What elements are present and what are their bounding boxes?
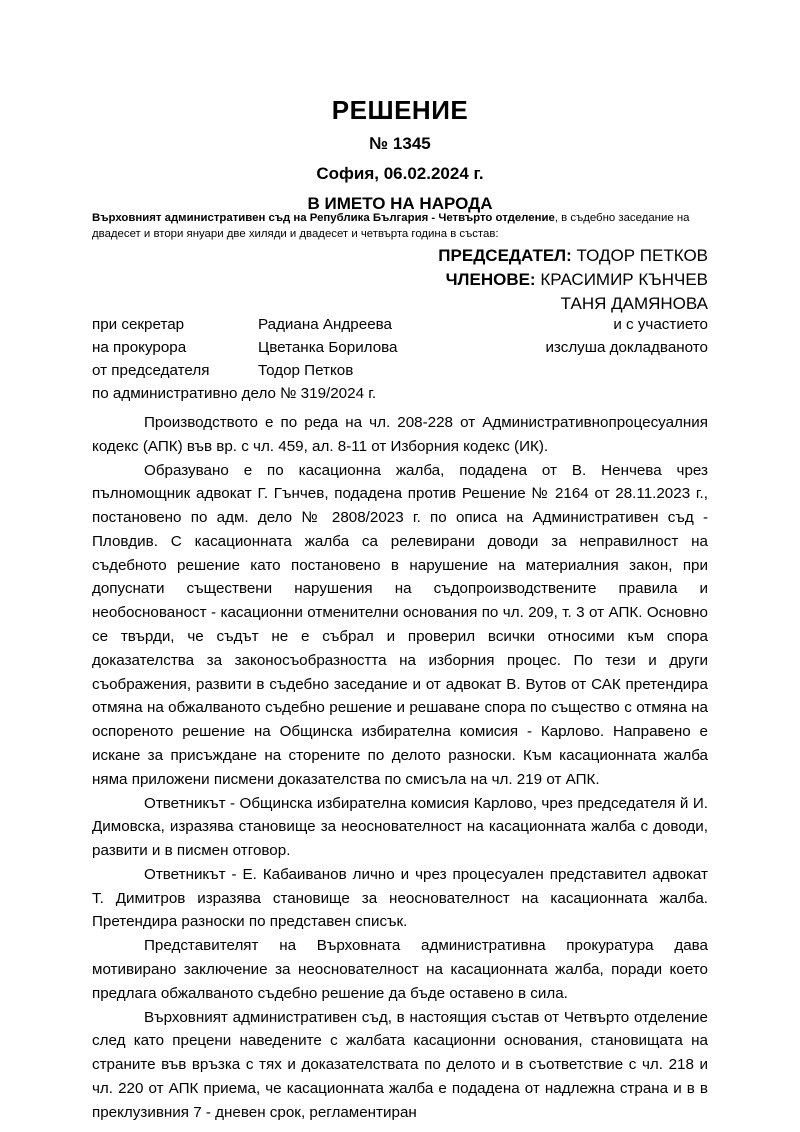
- participant-label: при секретар: [92, 316, 185, 333]
- participant-row-prosecutor: [92, 336, 708, 359]
- participant-label: на прокурора: [92, 339, 187, 357]
- panel-member-name: ТОДОР ПЕТКОВ: [576, 246, 708, 265]
- panel-member-name: КРАСИМИР КЪНЧЕВ: [540, 270, 708, 290]
- body-paragraph: Представителят на Върховната административна прокуратура дава мотивирано заключение за неоснователност на касационната жалба, поради което предлага обжалваното съдебно решение да бъде оставено в сила.: [92, 937, 708, 1002]
- case-number-line: по административно дело № 319/2024 г.: [92, 385, 377, 403]
- participant-row-secretary: [92, 313, 708, 336]
- document-header: [92, 96, 708, 214]
- page-title: РЕШЕНИЕ: [331, 95, 469, 125]
- body-paragraph: Производството е по реда на чл. 208-228 от Административнопроцесуалния кодекс (АПК) във вр. с чл. 459, ал. 8-11 от Изборния кодекс (ИК).: [92, 414, 708, 455]
- document-subtitle: В ИМЕТО НА НАРОДА: [307, 194, 493, 214]
- participants-block: [92, 313, 708, 405]
- body-paragraph: Образувано е по касационна жалба, подадена от В. Ненчева чрез пълномощник адвокат Г. Гънчев, подадена против Решение № 2164 от 28.11.2023 г., постановено по адм. дело № 2808/2023 г. по описа на Административен съд - Пловдив. С касационната жалба са релевирани доводи за неправилност на съдебното решение като постановено в нарушение на материалния закон, при допуснати съществени нарушения на съдопроизводствените правила и необоснованост - касационни отменителни основания по чл. 209, т. 3 от АПК. Основно се твърди, че съдът не е събрал и проверил всички относими към спора доказателства за законосъобразността на изборния процес. По тези и други съображения, развити в съдебно заседание и от адвокат В. Вутов от САК претендира отмяна на обжалваното съдебно решение и решаване спора по същество с отмяна на оспореното решение на Общинска избирателна комисия - Карлово. Направено е искане за присъждане на сторените по делото разноски. Към касационната жалба няма приложени писмени доказателства по смисъла на чл. 219 от АПК.: [92, 461, 708, 788]
- body-paragraph: Върховният административен съд, в настоящия състав от Четвърто отделение след като прецени наведените с жалбата касационни основания, становищата на страните във връзка с тях и доказателствата по делото и в съответствие с чл. 218 и чл. 220 от АПК приема, че касационната жалба е подадена от надлежна страна и в в преклузивния 7 - дневен срок, регламентиран: [92, 1008, 708, 1121]
- participant-label: от председателя: [92, 362, 210, 380]
- participant-tail: и с участието: [613, 316, 708, 333]
- panel-row-chairman: [92, 244, 708, 268]
- participant-name: Цветанка Борилова: [258, 339, 398, 357]
- body-paragraph: Ответникът - Е. Кабаиванов лично и чрез процесуален представител адвокат Т. Димитров изразява становище за неоснователност на касационната жалба. Претендира разноски по представен списък.: [92, 865, 708, 931]
- court-intro-rest: , в съдебно заседание на двадесет и втори януари две хиляди и двадесет и четвърта година в състав:: [92, 212, 690, 241]
- panel-role-label: ПРЕДСЕДАТЕЛ:: [438, 246, 572, 265]
- participant-name: Тодор Петков: [258, 362, 354, 380]
- participant-tail: изслуша докладваното: [545, 339, 708, 357]
- participant-row-reporter: [92, 359, 708, 382]
- document-number: № 1345: [369, 134, 431, 154]
- panel-row-member-1: [92, 268, 708, 292]
- body-paragraph: Ответникът - Общинска избирателна комисия Карлово, чрез председателя й И. Димовска, изразява становище за неоснователност на касационната жалба с доводи, развити и в писмен отговор.: [92, 794, 708, 860]
- court-panel: [92, 244, 708, 316]
- document-body: [92, 411, 708, 1124]
- court-intro: [92, 210, 708, 242]
- participant-name: Радиана Андреева: [258, 316, 392, 333]
- panel-role-label: ЧЛЕНОВЕ:: [445, 270, 536, 290]
- document-city-date: София, 06.02.2024 г.: [316, 164, 484, 184]
- court-intro-bold: Върховният административен съд на Република България - Четвърто отделение: [92, 212, 555, 224]
- panel-member-name: ТАНЯ ДАМЯНОВА: [560, 294, 708, 314]
